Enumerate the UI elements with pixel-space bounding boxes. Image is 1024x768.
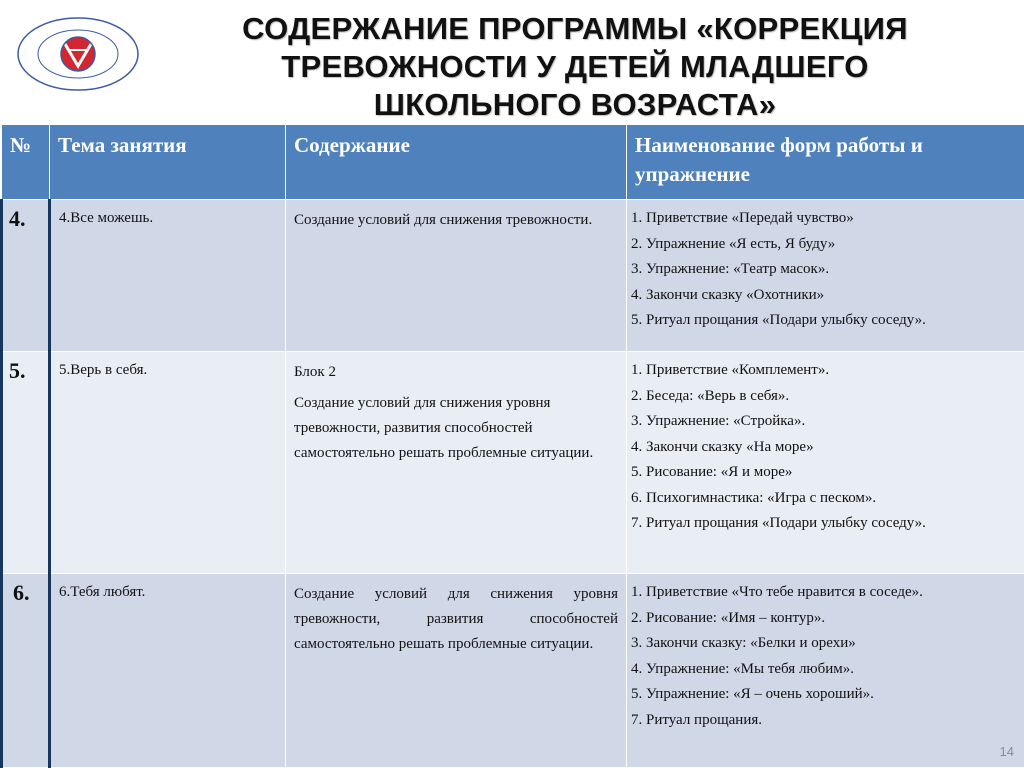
form-item: 1. Приветствие «Комплемент». <box>631 358 1021 384</box>
page-title <box>150 10 1000 124</box>
header-content: Содержание <box>286 125 627 200</box>
header-forms: Наименование форм работы и упражнение <box>627 125 1024 200</box>
form-item: 3. Упражнение: «Стройка». <box>631 409 1021 435</box>
form-item: 5. Ритуал прощания «Подари улыбку соседу». <box>631 308 1021 334</box>
content-text: Создание условий для снижения уровня тревожности, развития способностей самостоятельно решать проблемные ситуации. <box>294 391 618 466</box>
form-item: 3. Упражнение: «Театр масок». <box>631 257 1021 283</box>
university-seal-icon <box>8 10 148 92</box>
row-content <box>286 352 627 574</box>
content-text: Создание условий для снижения тревожности. <box>294 208 618 233</box>
row-content <box>286 200 627 352</box>
form-item: 2. Беседа: «Верь в себя». <box>631 384 1021 410</box>
title-line-2: ТРЕВОЖНОСТИ У ДЕТЕЙ МЛАДШЕГО <box>150 48 1000 86</box>
form-item: 5. Упражнение: «Я – очень хороший». <box>631 682 1021 708</box>
table-header-row <box>2 125 1024 200</box>
form-item: 3. Закончи сказку: «Белки и орехи» <box>631 631 1021 657</box>
row-topic: 6.Тебя любят. <box>50 574 286 768</box>
table-row <box>2 574 1024 768</box>
form-item: 7. Ритуал прощания «Подари улыбку соседу». <box>631 511 1021 537</box>
table-row <box>2 352 1024 574</box>
form-item: 4. Закончи сказку «Охотники» <box>631 283 1021 309</box>
form-item: 7. Ритуал прощания. <box>631 708 1021 734</box>
title-line-1: СОДЕРЖАНИЕ ПРОГРАММЫ «КОРРЕКЦИЯ <box>150 10 1000 48</box>
row-content <box>286 574 627 768</box>
row-number: 4. <box>2 200 50 352</box>
block-label: Блок 2 <box>294 360 618 385</box>
university-logo <box>8 10 148 92</box>
row-number: 6. <box>2 574 50 768</box>
row-topic: 4.Все можешь. <box>50 200 286 352</box>
form-item: 2. Упражнение «Я есть, Я буду» <box>631 232 1021 258</box>
form-item: 1. Приветствие «Передай чувство» <box>631 206 1021 232</box>
slide-number: 14 <box>1000 744 1014 759</box>
table-row <box>2 200 1024 352</box>
program-table <box>0 124 1024 768</box>
row-forms <box>627 200 1024 352</box>
row-forms <box>627 574 1024 768</box>
form-item: 5. Рисование: «Я и море» <box>631 460 1021 486</box>
form-item: 4. Закончи сказку «На море» <box>631 435 1021 461</box>
form-item: 6. Психогимнастика: «Игра с песком». <box>631 486 1021 512</box>
header-number: № <box>2 125 50 200</box>
form-item: 1. Приветствие «Что тебе нравится в соседе». <box>631 580 1021 606</box>
form-item: 4. Упражнение: «Мы тебя любим». <box>631 657 1021 683</box>
row-number: 5. <box>2 352 50 574</box>
header-topic: Тема занятия <box>50 125 286 200</box>
form-item: 2. Рисование: «Имя – контур». <box>631 606 1021 632</box>
row-forms <box>627 352 1024 574</box>
content-text: Создание условий для снижения уровня тревожности, развития способностей самостоятельно решать проблемные ситуации. <box>294 582 618 657</box>
row-topic: 5.Верь в себя. <box>50 352 286 574</box>
title-line-3: ШКОЛЬНОГО ВОЗРАСТА» <box>150 86 1000 124</box>
